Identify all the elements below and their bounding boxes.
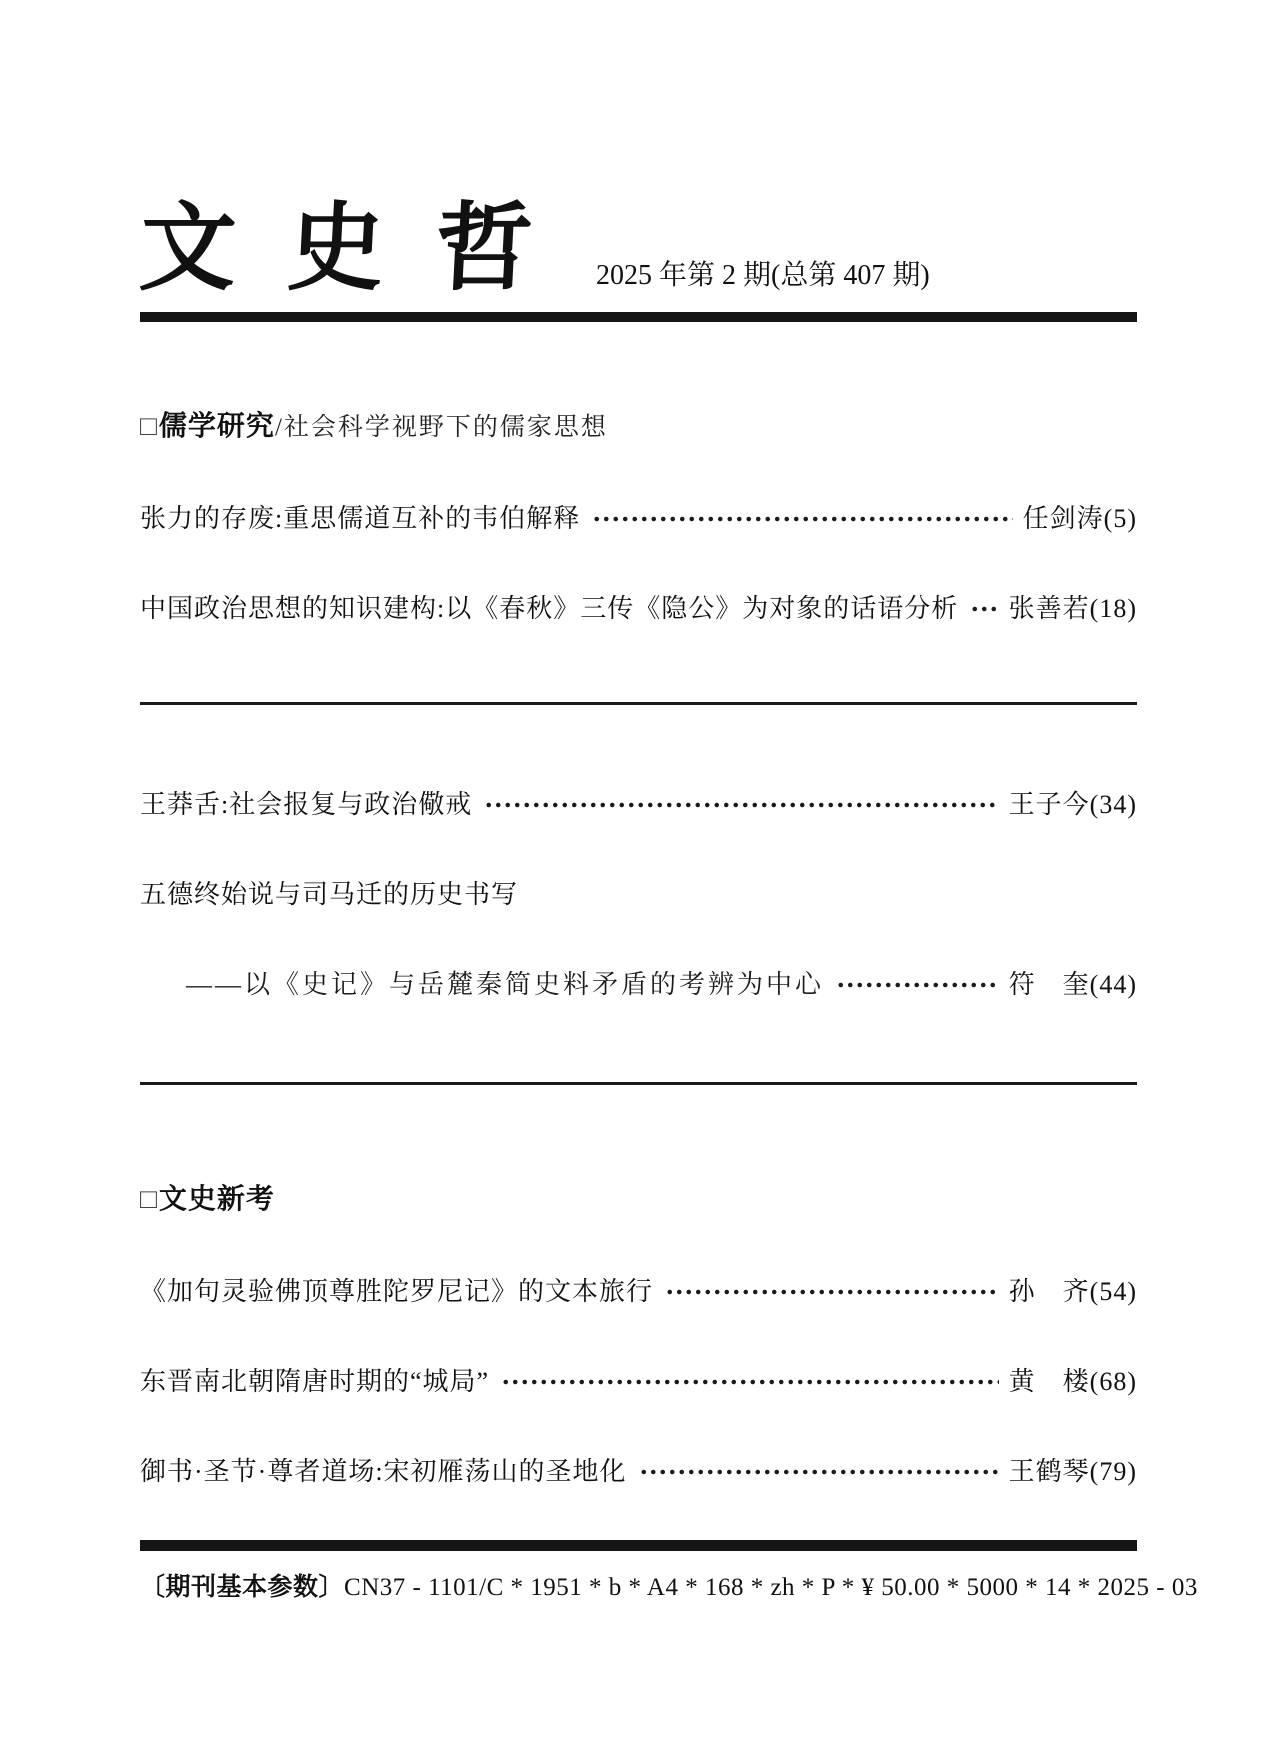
article-page-number: (34) (1089, 790, 1137, 819)
article-title: 《加句灵验佛顶尊胜陀罗尼记》的文本旅行 (140, 1277, 654, 1306)
article-author: 孙 齐 (1008, 1277, 1090, 1306)
section-divider-rule (140, 702, 1137, 705)
dot-leader (501, 1367, 999, 1397)
dot-leader (665, 1277, 999, 1307)
article-page-number: (68) (1089, 1367, 1137, 1396)
dot-leader (592, 504, 1012, 534)
section-marker-square-icon: □ (140, 1183, 157, 1214)
article-title: 五德终始说与司马迁的历史书写 (140, 880, 519, 909)
article-author: 任剑涛 (1022, 504, 1104, 533)
toc-entry (140, 880, 1137, 910)
dot-leader (970, 594, 998, 624)
masthead (137, 191, 1137, 304)
journal-title: 文史哲 (137, 191, 587, 304)
dot-leader (639, 1457, 999, 1487)
toc-entry (140, 594, 1137, 624)
article-author: 王鹤琴 (1008, 1457, 1090, 1486)
section-subtitle: /社会科学视野下的儒家思想 (274, 414, 608, 441)
journal-parameters-label: 〔期刊基本参数〕 (140, 1573, 345, 1601)
article-author: 黄 楼 (1008, 1367, 1090, 1396)
article-title: 张力的存废:重思儒道互补的韦伯解释 (140, 504, 581, 533)
article-title: 东晋南北朝隋唐时期的“城局” (140, 1367, 490, 1396)
section-divider-rule (140, 1082, 1137, 1085)
masthead-divider-rule (140, 312, 1137, 322)
article-page-number: (44) (1089, 970, 1137, 999)
journal-parameters-value: CN37 - 1101/C * 1951 * b * A4 * 168 * zh * P * ¥ 50.00 * 5000 * 14 * 2025 - 03 (344, 1574, 1198, 1601)
article-title: 御书·圣节·尊者道场:宋初雁荡山的圣地化 (140, 1457, 627, 1486)
article-author-page (1009, 1457, 1137, 1487)
dot-leader (484, 790, 998, 820)
section-header-wenshi-xinkao (140, 1177, 1137, 1217)
toc-entry (140, 1367, 1137, 1397)
issue-info: 2025 年第 2 期(总第 407 期) (596, 260, 930, 291)
section-header-ruxue-yanjiu (140, 404, 1137, 444)
toc-entry (140, 1277, 1137, 1307)
section-title: 儒学研究 (158, 410, 275, 441)
toc-entry (140, 790, 1137, 820)
article-title: 王莽舌:社会报复与政治儆戒 (140, 790, 473, 819)
article-page-number: (54) (1089, 1277, 1137, 1306)
article-page-number: (79) (1089, 1457, 1137, 1486)
article-title: 中国政治思想的知识建构:以《春秋》三传《隐公》为对象的话语分析 (140, 594, 959, 623)
article-author-page (1009, 790, 1137, 820)
toc-entry-subtitle (140, 970, 1137, 1000)
toc-entry (140, 504, 1137, 534)
article-author: 符 奎 (1008, 970, 1090, 999)
section-marker-square-icon: □ (140, 410, 157, 441)
article-author: 王子今 (1008, 790, 1090, 819)
dot-leader (836, 970, 999, 1000)
article-page-number: (18) (1089, 594, 1137, 623)
article-author-page (1009, 1367, 1137, 1397)
journal-parameters (140, 1567, 1198, 1603)
article-author-page (1009, 970, 1137, 1000)
article-page-number: (5) (1103, 504, 1137, 533)
article-author: 张善若 (1008, 594, 1090, 623)
article-author-page (1023, 504, 1137, 534)
toc-entry (140, 1457, 1137, 1487)
article-author-page (1009, 594, 1137, 624)
section-title: 文史新考 (158, 1183, 275, 1214)
article-subtitle: ——以《史记》与岳麓秦简史料矛盾的考辨为中心 (186, 970, 825, 999)
footer-divider-rule (140, 1540, 1137, 1551)
article-author-page (1009, 1277, 1137, 1307)
